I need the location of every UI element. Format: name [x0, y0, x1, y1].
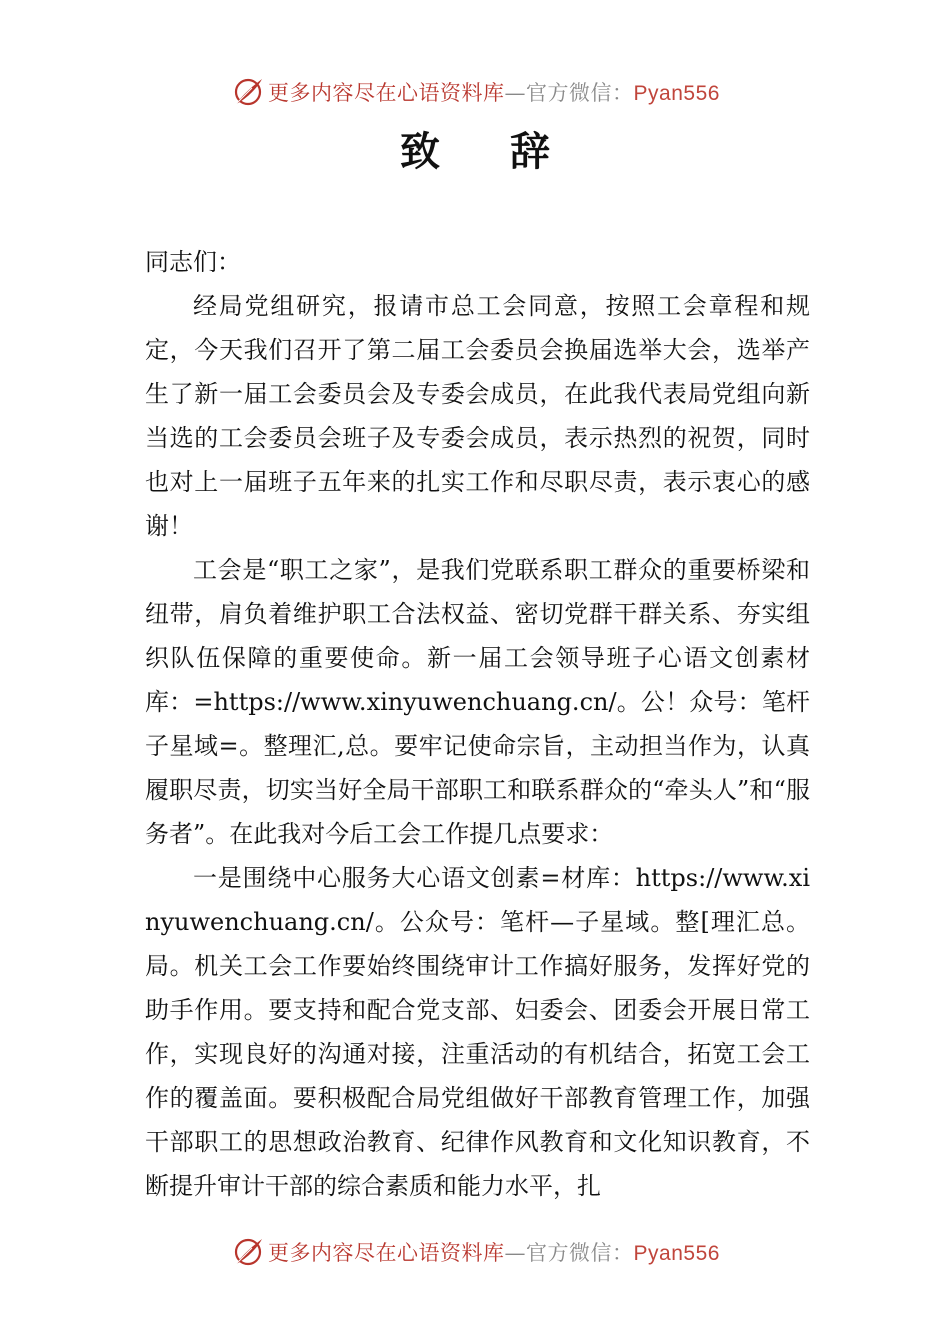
paragraph-1: 经局党组研究，报请市总工会同意，按照工会章程和规定，今天我们召开了第二届工会委员会换届选举大会，选举产生了新一届工会委员会及专委会成员，在此我代表局党组向新当选的工会委员会班子及专委会成员，表示热烈的祝贺，同时也对上一届班子五年来的扎实工作和尽职尽责，表示衷心的感谢！ [145, 292, 810, 540]
banner-main-text: 更多内容尽在心语资料库 [268, 81, 505, 105]
banner-main-text: 更多内容尽在心语资料库 [268, 1241, 505, 1265]
banner-wechat-label: 官方微信： [526, 1241, 634, 1265]
header-banner [0, 72, 950, 112]
feather-pen-logo-icon [230, 74, 266, 110]
banner-text [268, 77, 720, 107]
document-body [145, 240, 810, 1208]
document-title: 致 辞 [400, 128, 578, 175]
banner-text [268, 1237, 720, 1267]
feather-pen-logo-icon [230, 1234, 266, 1270]
banner-dash: — [504, 1241, 527, 1265]
paragraph-3: 一是围绕中心服务大心语文创素=材库：https://www.xinyuwenchuang.cn/。公众号：笔杆—子星域。整[理汇总。局。机关工会工作要始终围绕审计工作搞好服务，发挥好党的助手作用。要支持和配合党支部、妇委会、团委会开展日常工作，实现良好的沟通对接，注重活动的有机结合，拓宽工会工作的覆盖面。要积极配合局党组做好干部教育管理工作，加强干部职工的思想政治教育、纪律作风教育和文化知识教育，不断提升审计干部的综合素质和能力水平，扎 [145, 864, 810, 1200]
banner-wechat-label: 官方微信： [526, 81, 634, 105]
paragraph-2: 工会是“职工之家”，是我们党联系职工群众的重要桥梁和纽带，肩负着维护职工合法权益、密切党群干群关系、夯实组织队伍保障的重要使命。新一届工会领导班子心语文创素材库：=https://www.xinyuwenchuang.cn/。公！众号：笔杆子星域=。整理汇,总。要牢记使命宗旨，主动担当作为，认真履职尽责，切实当好全局干部职工和联系群众的“牵头人”和“服务者”。在此我对今后工会工作提几点要求： [145, 556, 810, 848]
banner-wechat-id: Pyan556 [633, 82, 720, 105]
salutation: 同志们： [145, 248, 241, 276]
banner-dash: — [504, 81, 527, 105]
banner-wechat-id: Pyan556 [633, 1242, 720, 1265]
footer-banner [0, 1232, 950, 1272]
